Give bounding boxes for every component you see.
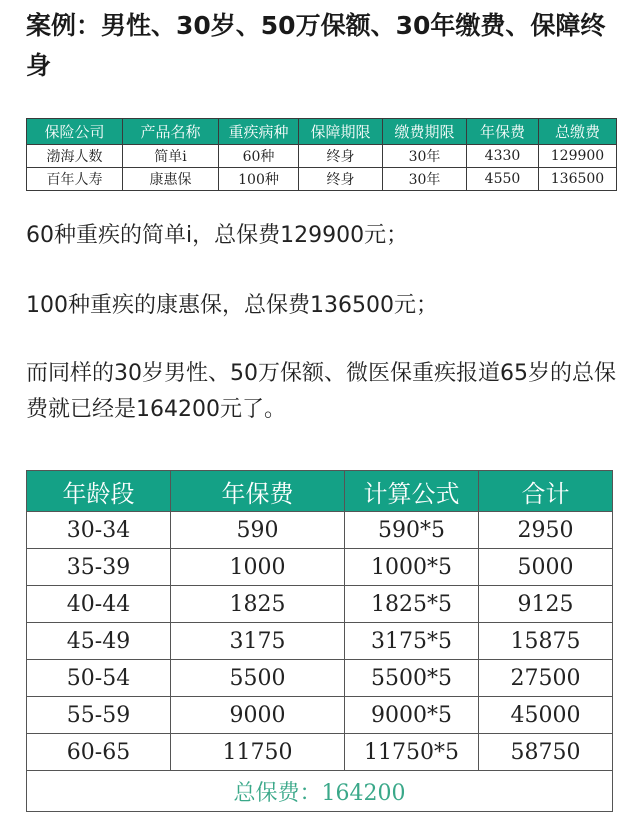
- table-row: [27, 697, 613, 734]
- article-title: 案例：男性、30岁、50万保额、30年缴费、保障终身: [26, 11, 606, 80]
- table-cell: 100种: [219, 168, 299, 191]
- table-row: [27, 512, 613, 549]
- table-row: [27, 660, 613, 697]
- table-row: [27, 168, 617, 191]
- table-cell: 3175*5: [345, 623, 479, 660]
- table-cell: 渤海人数: [27, 145, 123, 168]
- table-cell: 27500: [479, 660, 613, 697]
- header-cell: 保险公司: [27, 119, 123, 145]
- table-cell: 55-59: [27, 697, 171, 734]
- table-row: [27, 145, 617, 168]
- table-cell: 129900: [539, 145, 617, 168]
- table-cell: 11750*5: [345, 734, 479, 771]
- table-cell: 136500: [539, 168, 617, 191]
- table-cell: 590*5: [345, 512, 479, 549]
- header-cell: 计算公式: [345, 471, 479, 512]
- table-cell: 4330: [467, 145, 539, 168]
- table-cell: 4550: [467, 168, 539, 191]
- header-cell: 年保费: [467, 119, 539, 145]
- table-row: [27, 586, 613, 623]
- header-cell: 年保费: [171, 471, 345, 512]
- table-cell: 百年人寿: [27, 168, 123, 191]
- table-cell: 5500*5: [345, 660, 479, 697]
- table-cell: 60-65: [27, 734, 171, 771]
- table-cell: 45000: [479, 697, 613, 734]
- table-cell: 1000: [171, 549, 345, 586]
- table-row: [27, 734, 613, 771]
- table-cell: 60种: [219, 145, 299, 168]
- table-cell: 30-34: [27, 512, 171, 549]
- table-cell: 康惠保: [123, 168, 219, 191]
- paragraph: 100种重疾的康惠保，总保费136500元；: [26, 293, 438, 318]
- header-cell: 缴费期限: [383, 119, 467, 145]
- table-cell: 50-54: [27, 660, 171, 697]
- paragraph: 60种重疾的简单i，总保费129900元；: [26, 223, 409, 248]
- header-cell: 总缴费: [539, 119, 617, 145]
- age-premium-table: [26, 470, 613, 812]
- table-cell: 15875: [479, 623, 613, 660]
- table-cell: 35-39: [27, 549, 171, 586]
- header-cell: 合计: [479, 471, 613, 512]
- total-row: [27, 771, 613, 812]
- paragraph: 而同样的30岁男性、50万保额、微医保重疾报道65岁的总保费就已经是164200元了。: [26, 361, 616, 422]
- table-cell: 5500: [171, 660, 345, 697]
- table-cell: 590: [171, 512, 345, 549]
- table-row: [27, 623, 613, 660]
- header-cell: 产品名称: [123, 119, 219, 145]
- header-cell: 年龄段: [27, 471, 171, 512]
- table-cell: 1825*5: [345, 586, 479, 623]
- table-row: [27, 549, 613, 586]
- table-cell: 45-49: [27, 623, 171, 660]
- table-cell: 40-44: [27, 586, 171, 623]
- table-cell: 11750: [171, 734, 345, 771]
- table-header-row: [27, 471, 613, 512]
- table-cell: 58750: [479, 734, 613, 771]
- table-cell: 2950: [479, 512, 613, 549]
- table-cell: 3175: [171, 623, 345, 660]
- header-cell: 重疾病种: [219, 119, 299, 145]
- premium-comparison-table: [26, 118, 617, 191]
- total-premium: 总保费：164200: [27, 771, 613, 812]
- table-cell: 终身: [299, 168, 383, 191]
- table-cell: 9000: [171, 697, 345, 734]
- header-cell: 保障期限: [299, 119, 383, 145]
- table-cell: 5000: [479, 549, 613, 586]
- table-cell: 30年: [383, 145, 467, 168]
- table-cell: 终身: [299, 145, 383, 168]
- table-cell: 1825: [171, 586, 345, 623]
- table-cell: 简单i: [123, 145, 219, 168]
- table-cell: 30年: [383, 168, 467, 191]
- table-cell: 1000*5: [345, 549, 479, 586]
- table-cell: 9125: [479, 586, 613, 623]
- table-header-row: [27, 119, 617, 145]
- table-cell: 9000*5: [345, 697, 479, 734]
